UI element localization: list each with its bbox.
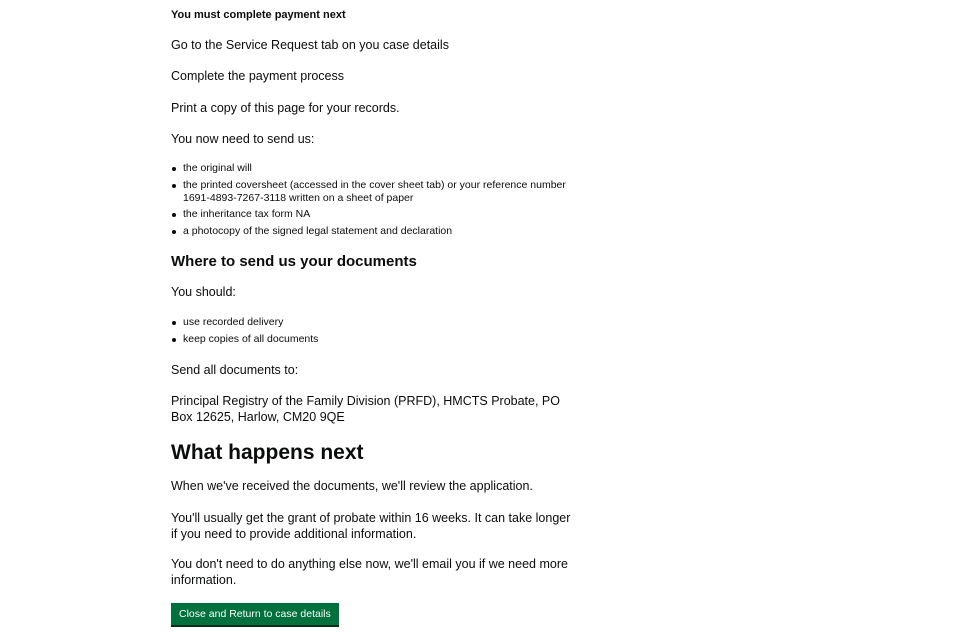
next-review-text: When we've received the documents, we'll review the application. (171, 479, 533, 493)
you-should-intro: You should: (171, 285, 236, 299)
next-email-text: You don't need to do anything else now, we'll email you if we need more information. (171, 557, 568, 587)
list-item: the printed coversheet (accessed in the cover sheet tab) or your reference number 1691-4893-7267-3118 written on a sheet of paper (171, 179, 571, 205)
send-us-list (171, 162, 571, 241)
list-item: the original will (171, 162, 571, 175)
next-timeframe-text: You'll usually get the grant of probate within 16 weeks. It can take longer if you need to provide additional information. (171, 511, 571, 541)
postal-address: Principal Registry of the Family Division (PRFD), HMCTS Probate, PO Box 12625, Harlow, CM20 9QE (171, 394, 560, 424)
payment-step-complete: Complete the payment process (171, 69, 345, 83)
list-item: keep copies of all documents (171, 333, 571, 346)
what-happens-next-heading: What happens next (171, 441, 364, 464)
send-us-intro: You now need to send us: (171, 132, 315, 146)
list-item: the inheritance tax form NA (171, 208, 571, 221)
payment-heading: You must complete payment next (171, 9, 346, 21)
payment-step-service-request: Go to the Service Request tab on you case details (171, 38, 449, 52)
list-item: use recorded delivery (171, 316, 571, 329)
list-item: a photocopy of the signed legal statement and declaration (171, 225, 571, 238)
where-to-send-heading: Where to send us your documents (171, 253, 417, 270)
send-all-label: Send all documents to: (171, 363, 299, 377)
you-should-list (171, 316, 571, 349)
close-and-return-button[interactable]: Close and Return to case details (171, 603, 339, 625)
print-note: Print a copy of this page for your records. (171, 101, 400, 115)
